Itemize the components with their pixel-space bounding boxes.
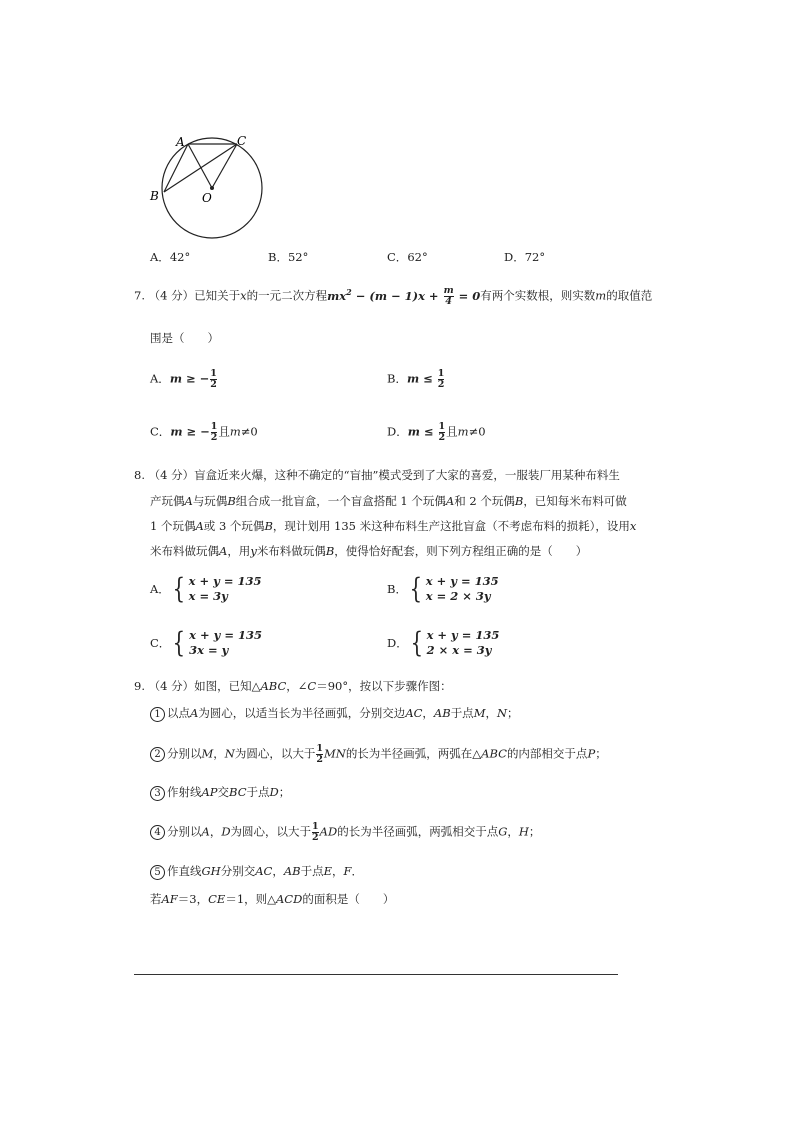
segment-ao <box>188 144 212 188</box>
q7-var: x <box>240 288 247 303</box>
q8-stem-line4: 米布料做玩偶A，用y米布料做玩偶B，使得恰好配套，则下列方程组正确的是（ ） <box>150 544 588 558</box>
q7-text: 的取值范 <box>606 288 653 303</box>
q8-option-d[interactable]: D． { x + y = 135 2 × x = 3y <box>387 626 500 659</box>
q9-step-4: 4 分别以A，D为圆心，以大于 $\frac{1}{2}$ AD的长为半径画弧，两弧相交于点G，H； <box>150 822 540 843</box>
q7-score: （4 分） <box>148 288 195 303</box>
q6-option-letter: C． <box>387 250 408 264</box>
q8-option-b[interactable]: B． { x + y = 135 x = 2 × 3y <box>387 572 499 605</box>
q7-stem-line2: 围是（ ） <box>150 331 219 345</box>
q6-option-letter: B． <box>268 250 288 264</box>
q6-option-b[interactable] <box>268 249 308 265</box>
q7-option-d[interactable]: D．m ≤ $\frac{1}{2}$ 且m≠0 <box>387 421 486 443</box>
q6-option-text: 72° <box>524 250 546 264</box>
q6-option-text: 42° <box>169 250 191 264</box>
q7-option-c[interactable]: C．m ≥ − $\frac{1}{2}$ 且m≠0 <box>150 421 258 443</box>
q8-stem-line2: 产玩偶A与玩偶B组合成一批盲盒，一个盲盒搭配 1 个玩偶A和 2 个玩偶B，已知每米布料可做 <box>150 494 627 508</box>
q7-option-a[interactable]: A．m ≥ − $\frac{1}{2}$ <box>150 368 217 390</box>
q7-text: 已知关于 <box>194 288 241 303</box>
label-c: C <box>237 134 247 148</box>
segment-co <box>212 144 237 188</box>
q6-option-c[interactable] <box>387 249 428 265</box>
label-o: O <box>202 191 212 205</box>
label-b: B <box>150 189 159 203</box>
fraction-m-over-4: $\frac{m}{4}$ <box>443 285 454 307</box>
q9-step-3: 3 作射线AP交BC于点D； <box>150 784 290 801</box>
q7-number: 7. <box>134 288 145 303</box>
center-point <box>210 186 214 190</box>
q8-stem-line3: 1 个玩偶A或 3 个玩偶B，现计划用 135 米这种布料生产这批盲盒（不考虑布料的损耗），设用x <box>150 519 637 533</box>
q6-option-letter: A． <box>150 250 170 264</box>
q6-option-a[interactable] <box>150 249 190 265</box>
footer-divider <box>134 974 618 975</box>
q7-stem-line1 <box>134 286 652 307</box>
circle-figure <box>148 132 273 244</box>
q8-option-c[interactable]: C． { x + y = 135 3x = y <box>150 626 262 659</box>
q8-option-a[interactable]: A． { x + y = 135 x = 3y <box>150 572 262 605</box>
q7-equation: $mx^2 - (m - 1)x$ + $\frac{m}{4}$ = 0 <box>327 285 481 307</box>
q8-stem-line1: 8. （4 分）盲盒近来火爆，这种不确定的“盲抽”模式受到了大家的喜爱，一服装厂用某种布料生 <box>134 468 620 482</box>
q9-step-5: 5 作直线GH分别交AC，AB于点E，F． <box>150 863 363 880</box>
q7-option-b[interactable]: B．m ≤ $\frac{1}{2}$ <box>387 368 445 390</box>
q7-var: m <box>595 288 607 303</box>
q6-option-text: 62° <box>407 250 428 264</box>
q9-question: 若AF＝3，CE＝1，则△ACD的面积是（ ） <box>150 892 395 906</box>
q6-option-text: 52° <box>287 250 309 264</box>
q7-text: 的一元二次方程 <box>246 288 328 303</box>
label-a: A <box>176 135 185 149</box>
q6-option-letter: D． <box>504 250 525 264</box>
q7-text: 有两个实数根，则实数 <box>480 288 596 303</box>
q9-stem: 9. （4 分）如图，已知△ABC，∠C＝90°，按以下步骤作图： <box>134 679 452 693</box>
q9-step-1: 1 以点A为圆心，以适当长为半径画弧，分别交边AC，AB于点M，N； <box>150 705 519 722</box>
q9-step-2: 2 分别以M，N为圆心，以大于 $\frac{1}{2}$ MN的长为半径画弧，两弧在△ABC的内部相交于点P； <box>150 744 607 765</box>
q6-option-d[interactable] <box>504 249 545 265</box>
